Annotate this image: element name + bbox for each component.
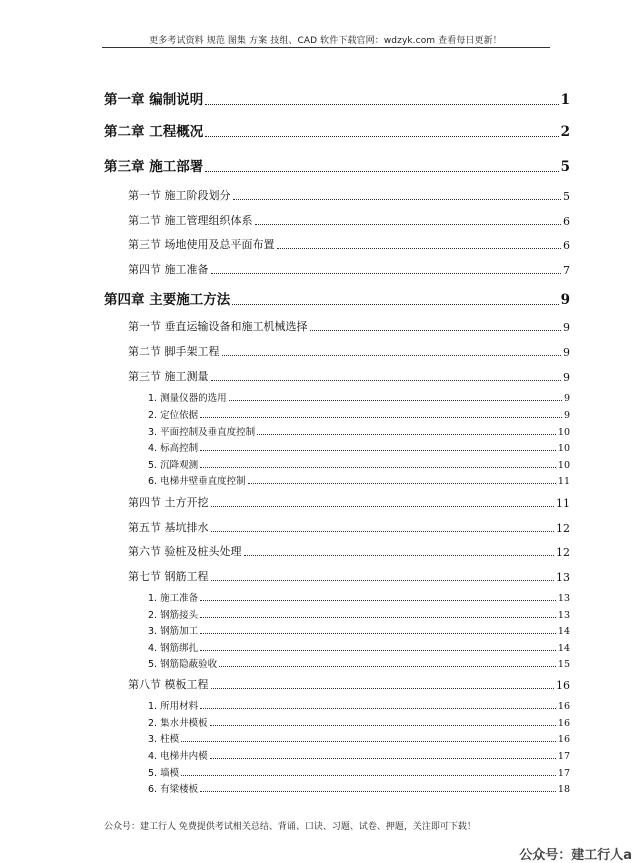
toc-label: 第四章 主要施工方法	[104, 292, 231, 308]
toc-label: 1. 测量仪器的选用	[148, 393, 227, 404]
toc-label: 第二章 工程概况	[104, 124, 204, 140]
dot-leader	[200, 708, 556, 709]
toc-item[interactable]	[148, 782, 570, 795]
toc-page-number: 16	[557, 734, 570, 745]
toc-page-number: 11	[557, 476, 570, 487]
dot-leader	[200, 450, 556, 451]
toc-label: 1. 所用材料	[148, 701, 199, 712]
toc-label: 第六节 验桩及桩头处理	[128, 545, 242, 558]
toc-section[interactable]	[128, 569, 570, 584]
toc-section[interactable]	[128, 369, 570, 384]
toc-item[interactable]	[148, 425, 570, 438]
dot-leader	[219, 666, 556, 667]
toc-label: 第三节 场地使用及总平面布置	[128, 238, 275, 251]
dot-leader	[277, 248, 562, 249]
toc-page-number: 9	[560, 292, 570, 308]
toc-page-number: 14	[557, 643, 570, 654]
toc-item[interactable]	[148, 624, 570, 637]
toc-page-number: 1	[560, 92, 570, 108]
toc-page-number: 7	[563, 264, 570, 277]
toc-item[interactable]	[148, 408, 570, 421]
dot-leader	[222, 355, 562, 356]
toc-item[interactable]	[148, 699, 570, 712]
toc-item[interactable]	[148, 641, 570, 654]
dot-leader	[200, 600, 556, 601]
dot-leader	[255, 224, 562, 225]
toc-label: 2. 集水井模板	[148, 718, 208, 729]
toc-page-number: 16	[557, 701, 570, 712]
dot-leader	[200, 791, 556, 792]
toc-section[interactable]	[128, 520, 570, 535]
toc-label: 5. 墙模	[148, 768, 180, 779]
toc-section[interactable]	[128, 544, 570, 559]
dot-leader	[211, 380, 562, 381]
dot-leader	[181, 775, 556, 776]
toc-item[interactable]	[148, 591, 570, 604]
toc-label: 5. 钢筋隐蔽验收	[148, 659, 218, 670]
toc-page-number: 9	[563, 321, 570, 334]
toc-section[interactable]	[128, 495, 570, 510]
toc-chapter-1[interactable]	[104, 90, 570, 108]
dot-leader	[205, 104, 558, 105]
dot-leader	[233, 199, 562, 200]
dot-leader	[200, 650, 556, 651]
toc-page-number: 18	[557, 784, 570, 795]
toc-label: 4. 电梯井内模	[148, 751, 208, 762]
dot-leader	[210, 758, 556, 759]
toc-page-number: 16	[557, 718, 570, 729]
toc-label: 第一节 垂直运输设备和施工机械选择	[128, 320, 308, 333]
toc-section[interactable]	[128, 262, 570, 277]
toc-chapter-2[interactable]	[104, 122, 570, 140]
dot-leader	[232, 304, 558, 305]
toc-label: 第一章 编制说明	[104, 92, 204, 108]
dot-leader	[200, 467, 556, 468]
toc-page-number: 10	[557, 427, 570, 438]
toc-page-number: 6	[563, 239, 570, 252]
toc-section[interactable]	[128, 188, 570, 203]
page-footer-text: 公众号：建工行人 免费提供考试相关总结、背诵、口诀、习题、试卷、押题，关注即可下载！	[104, 822, 476, 832]
toc-section[interactable]	[128, 319, 570, 334]
toc-page-number: 6	[563, 215, 570, 228]
toc-item[interactable]	[148, 749, 570, 762]
toc-page-number: 13	[556, 571, 570, 584]
dot-leader	[205, 136, 558, 137]
toc-page-number: 5	[560, 159, 570, 175]
dot-leader	[210, 725, 556, 726]
dot-leader	[310, 330, 562, 331]
toc-label: 第四节 土方开挖	[128, 496, 209, 509]
dot-leader	[244, 555, 555, 556]
dot-leader	[211, 273, 562, 274]
toc-label: 第三节 施工测量	[128, 370, 209, 383]
toc-page-number: 10	[557, 443, 570, 454]
dot-leader	[205, 171, 558, 172]
toc-label: 第七节 钢筋工程	[128, 570, 209, 583]
toc-item[interactable]	[148, 458, 570, 471]
toc-item[interactable]	[148, 716, 570, 729]
toc-label: 第四节 施工准备	[128, 263, 209, 276]
dot-leader	[211, 688, 555, 689]
toc-label: 第二节 脚手架工程	[128, 345, 220, 358]
toc-label: 1. 施工准备	[148, 593, 199, 604]
toc-section[interactable]	[128, 213, 570, 228]
toc-label: 第三章 施工部署	[104, 159, 204, 175]
toc-page-number: 9	[563, 346, 570, 359]
toc-item[interactable]	[148, 441, 570, 454]
toc-chapter-4[interactable]	[104, 290, 570, 308]
toc-label: 2. 定位依据	[148, 410, 199, 421]
dot-leader	[229, 400, 562, 401]
toc-label: 第一节 施工阶段划分	[128, 189, 231, 202]
toc-item[interactable]	[148, 732, 570, 745]
toc-section[interactable]	[128, 677, 570, 692]
toc-page-number: 9	[563, 393, 570, 404]
toc-page-number: 10	[557, 460, 570, 471]
toc-section[interactable]	[128, 344, 570, 359]
toc-item[interactable]	[148, 391, 570, 404]
toc-item[interactable]	[148, 766, 570, 779]
toc-page-number: 9	[563, 410, 570, 421]
toc-page-number: 14	[557, 626, 570, 637]
toc-page-number: 11	[556, 497, 570, 510]
toc-label: 4. 钢筋绑扎	[148, 643, 199, 654]
dot-leader	[200, 617, 556, 618]
toc-item[interactable]	[148, 474, 570, 487]
dot-leader	[181, 741, 556, 742]
toc-label: 3. 平面控制及垂直度控制	[148, 427, 256, 438]
toc-label: 6. 电梯井壁垂直度控制	[148, 476, 246, 487]
toc-page-number: 5	[563, 190, 570, 203]
toc-label: 3. 钢筋加工	[148, 626, 199, 637]
toc-label: 第五节 基坑排水	[128, 521, 209, 534]
toc-page-number: 16	[556, 679, 570, 692]
toc-label: 2. 钢筋接头	[148, 610, 199, 621]
toc-label: 第八节 模板工程	[128, 678, 209, 691]
toc-label: 第二节 施工管理组织体系	[128, 214, 253, 227]
dot-leader	[257, 434, 556, 435]
dot-leader	[211, 506, 555, 507]
toc-item[interactable]	[148, 657, 570, 670]
toc-page-number: 12	[556, 546, 570, 559]
toc-page-number: 17	[557, 768, 570, 779]
dot-leader	[211, 580, 555, 581]
dot-leader	[200, 417, 562, 418]
toc-page-number: 2	[560, 124, 570, 140]
toc-label: 3. 柱模	[148, 734, 180, 745]
toc-page-number: 12	[556, 522, 570, 535]
toc-label: 5. 沉降观测	[148, 460, 199, 471]
toc-item[interactable]	[148, 608, 570, 621]
toc-page-number: 9	[563, 371, 570, 384]
toc-chapter-3[interactable]	[104, 157, 570, 175]
dot-leader	[200, 633, 556, 634]
header-divider	[102, 47, 550, 48]
toc-section[interactable]	[128, 237, 570, 252]
toc-page-number: 13	[557, 610, 570, 621]
toc-page-number: 13	[557, 593, 570, 604]
toc-label: 6. 有梁楼板	[148, 784, 199, 795]
toc-page-number: 15	[557, 659, 570, 670]
dot-leader	[248, 483, 556, 484]
watermark-text: 公众号：建工行人a	[519, 848, 632, 863]
toc-label: 4. 标高控制	[148, 443, 199, 454]
page-header-text: 更多考试资料 规范 图集 方案 技组、CAD 软件下载官网：wdzyk.com 查看每日更新！	[149, 36, 502, 46]
toc-page-number: 17	[557, 751, 570, 762]
dot-leader	[211, 531, 555, 532]
